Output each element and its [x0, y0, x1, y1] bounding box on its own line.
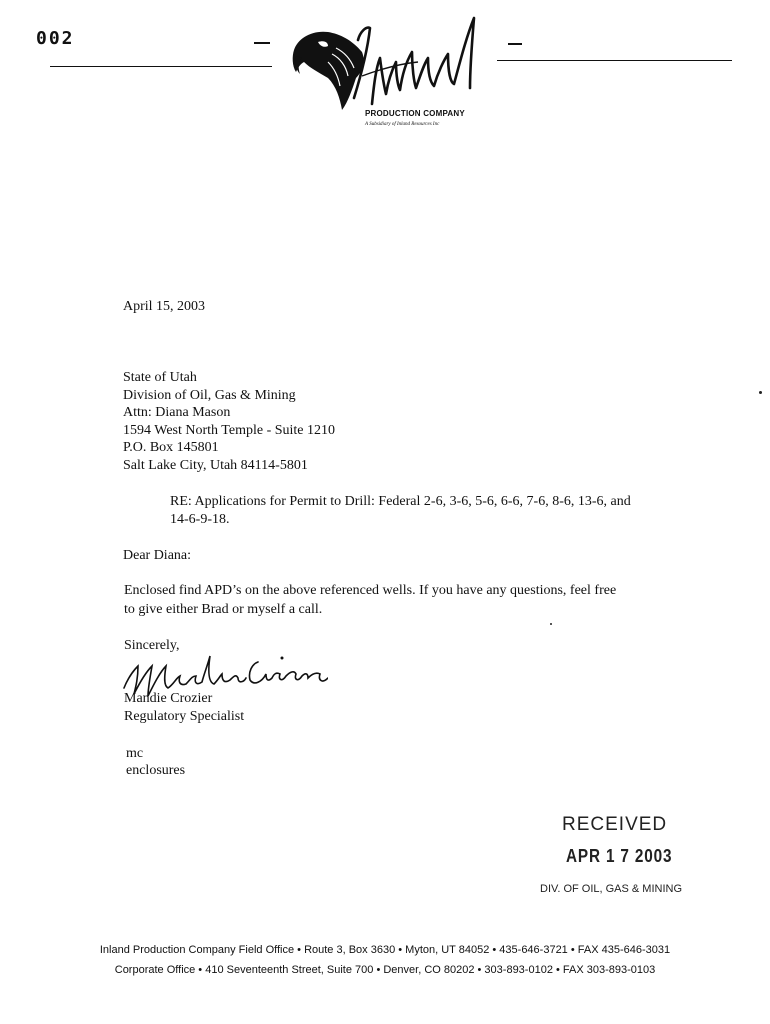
company-name: PRODUCTION COMPANY — [365, 109, 465, 118]
body-paragraph — [124, 581, 684, 619]
scan-speck — [759, 391, 762, 394]
received-date: APR 1 7 2003 — [566, 846, 673, 866]
inland-eagle-logo — [288, 12, 503, 122]
enclosures-note: enclosures — [126, 763, 186, 778]
header-rule-left — [50, 66, 272, 67]
body-text: Enclosed find APD’s on the above referenced wells. If you have any questions, feel free — [124, 583, 617, 598]
page-number: 002 — [36, 28, 75, 49]
address-line: State of Utah — [123, 370, 197, 385]
typist-initials: mc — [126, 746, 144, 761]
address-line: Division of Oil, Gas & Mining — [123, 387, 296, 403]
subject-text: 14-6-9-18. — [170, 512, 230, 527]
closing: Sincerely, — [124, 638, 180, 653]
signer-name: Mandie Crozier — [124, 691, 213, 706]
address-line: Attn: Diana Mason — [123, 405, 231, 420]
letter-date: April 15, 2003 — [123, 299, 206, 314]
header-dash-left — [254, 42, 270, 44]
address-line: 1594 West North Temple - Suite 1210 — [123, 422, 336, 438]
footer-corporate-office: Corporate Office • 410 Seventeenth Street, Suite 700 • Denver, CO 80202 • 303-893-0102 • FAX 303-893-0103 — [114, 964, 656, 976]
header-dash-right — [508, 43, 522, 45]
signer-title: Regulatory Specialist — [124, 709, 245, 724]
address-line: P.O. Box 145801 — [123, 440, 219, 455]
subsidiary-note: A Subsidiary of Inland Resources Inc — [365, 122, 440, 127]
salutation: Dear Diana: — [123, 548, 192, 563]
address-line: Salt Lake City, Utah 84114-5801 — [123, 457, 308, 473]
footer-field-office: Inland Production Company Field Office • Route 3, Box 3630 • Myton, UT 84052 • 435-646-3721 • FAX 435-646-3031 — [99, 944, 671, 956]
scan-speck — [550, 623, 552, 625]
subject-line — [170, 493, 690, 529]
recipient-address — [123, 369, 335, 474]
received-label: RECEIVED — [562, 814, 668, 835]
body-text: to give either Brad or myself a call. — [124, 602, 323, 617]
header-rule-right — [497, 60, 732, 61]
subject-text: RE: Applications for Permit to Drill: Federal 2-6, 3-6, 5-6, 6-6, 7-6, 8-6, 13-6, and — [170, 494, 631, 509]
received-division: DIV. OF OIL, GAS & MINING — [540, 883, 683, 895]
